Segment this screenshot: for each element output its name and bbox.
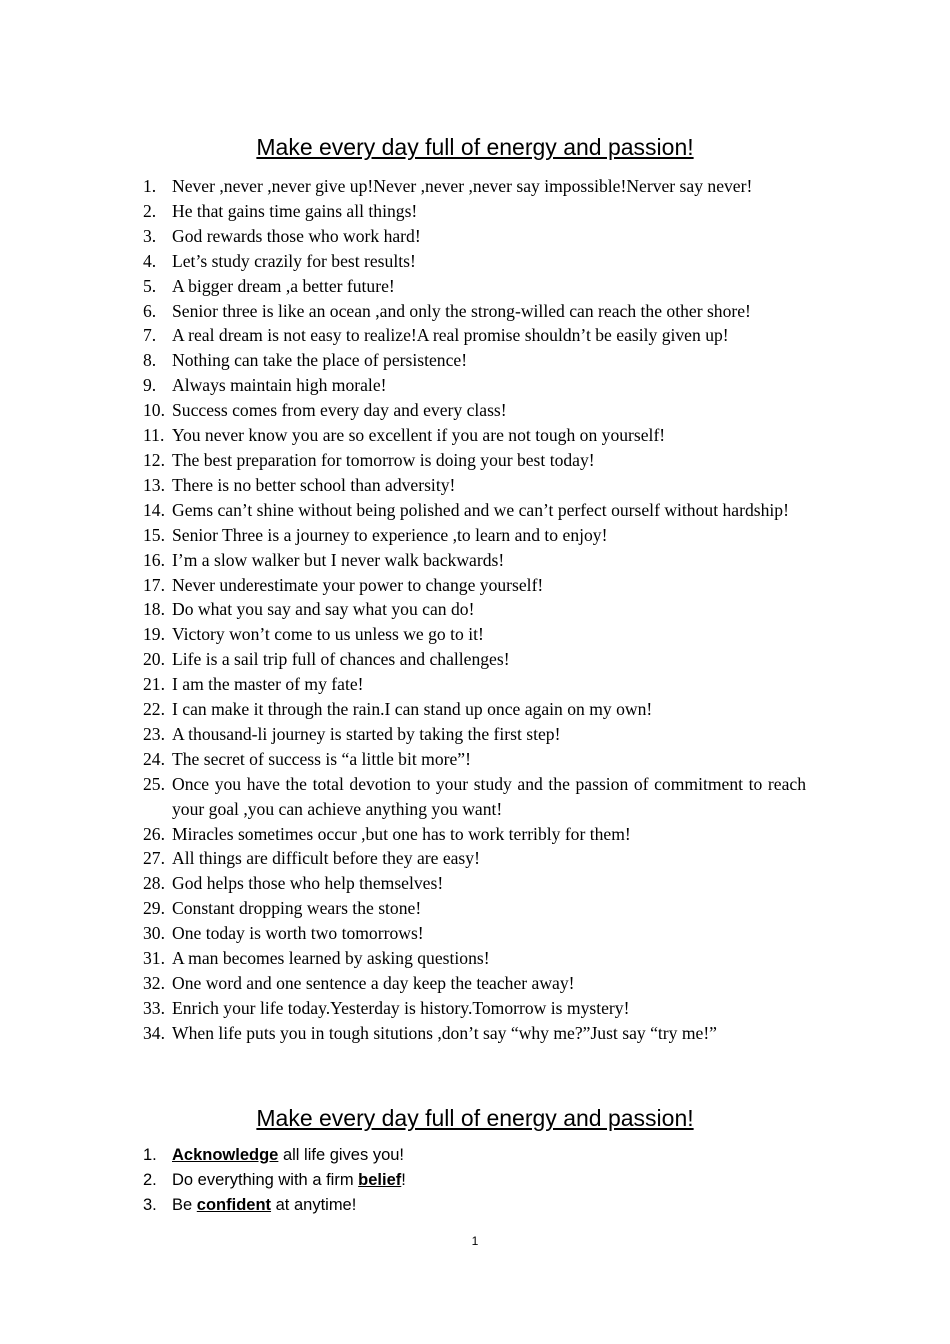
list-item-number: 28. (143, 873, 165, 894)
list-item-text: All things are difficult before they are easy! (172, 848, 480, 869)
list-item-text: One today is worth two tomorrows! (172, 923, 424, 944)
list-item-text: God helps those who help themselves! (172, 873, 444, 894)
list-item-number: 26. (143, 823, 165, 844)
list-item (143, 672, 806, 697)
list-item (143, 174, 806, 199)
list-item-number: 16. (143, 549, 165, 570)
list-item-text: One word and one sentence a day keep the teacher away! (172, 973, 575, 993)
list-item (143, 996, 806, 1021)
list-item (143, 323, 806, 348)
list-item-number: 33. (143, 997, 165, 1018)
list-item-text: I am the master of my fate! (172, 674, 364, 695)
list-item-number: 2. (143, 1171, 157, 1189)
list-item (143, 573, 806, 598)
list-item (143, 224, 806, 249)
list-item-text: Once you have the total devotion to your study and the passion of commitment to reach your goal ,you can achieve anything you want! (172, 773, 806, 819)
list-item-text: Let’s study crazily for best results! (172, 250, 416, 271)
list-item (143, 498, 806, 523)
list-item-text: There is no better school than adversity! (172, 474, 456, 495)
list-item-number: 11. (143, 425, 165, 446)
list-item-number: 6. (143, 300, 157, 321)
list-item-number: 9. (143, 375, 157, 396)
list-item-number: 32. (143, 973, 165, 993)
list-item-text: Constant dropping wears the stone! (172, 898, 422, 919)
list-item (143, 896, 806, 921)
list-item (143, 697, 806, 722)
list-item-number: 17. (143, 574, 165, 595)
list-item-text: Nothing can take the place of persistence! (172, 350, 468, 371)
list-item-number: 13. (143, 474, 165, 495)
list-item-number: 23. (143, 723, 165, 744)
list-item (143, 373, 806, 398)
list-item-text: I’m a slow walker but I never walk backwards! (172, 549, 505, 570)
list-item-number: 8. (143, 350, 157, 371)
list-item-text: The secret of success is “a little bit more”! (172, 748, 471, 769)
list-item-text: Success comes from every day and every class! (172, 400, 507, 421)
list-item-text: When life puts you in tough situtions ,don’t say “why me?”Just say “try me!” (172, 1022, 717, 1043)
list-item-text: Gems can’t shine without being polished and we can’t perfect ourself without hardship! (172, 499, 789, 520)
list-item (143, 622, 806, 647)
list-item (143, 274, 806, 299)
list-item-number: 27. (143, 848, 165, 869)
list-item-number: 24. (143, 748, 165, 769)
list-item-number: 20. (143, 649, 165, 670)
list-item-number: 1. (143, 1146, 157, 1164)
section-1-title: Make every day full of energy and passion! (256, 134, 694, 160)
list-item (143, 448, 806, 473)
list-item (143, 548, 806, 573)
motto-list (143, 174, 806, 1046)
list-item (143, 772, 806, 822)
list-item-text: You never know you are so excellent if you are not tough on yourself! (172, 425, 666, 446)
list-item-text: I can make it through the rain.I can stand up once again on my own! (172, 699, 653, 720)
list-item-text: He that gains time gains all things! (172, 200, 418, 221)
list-item-text: Life is a sail trip full of chances and challenges! (172, 649, 510, 670)
section-2-title: Make every day full of energy and passion! (256, 1105, 694, 1131)
list-item-text: Miracles sometimes occur ,but one has to work terribly for them! (172, 823, 631, 844)
list-item (143, 871, 806, 896)
list-item-number: 31. (143, 948, 165, 969)
list-item-number: 25. (143, 773, 165, 794)
list-item-number: 12. (143, 449, 165, 470)
list-item-text: Always maintain high morale! (172, 375, 387, 396)
list-item (143, 398, 806, 423)
list-item-number: 29. (143, 898, 165, 919)
list-item-text: Victory won’t come to us unless we go to it! (172, 624, 484, 645)
list-item-text: Never underestimate your power to change yourself! (172, 574, 544, 595)
list-item-text: Enrich your life today.Yesterday is history.Tomorrow is mystery! (172, 997, 630, 1018)
list-item (143, 722, 806, 747)
list-item (143, 299, 806, 324)
list-item (143, 946, 806, 971)
list-item-number: 7. (143, 325, 157, 346)
list-item-text: God rewards those who work hard! (172, 225, 421, 246)
list-item (143, 822, 806, 847)
list-item-number: 2. (143, 200, 157, 221)
list-item (143, 249, 806, 274)
list-item-text: Senior three is like an ocean ,and only the strong-willed can reach the other shore! (172, 300, 751, 321)
list-item-number: 19. (143, 624, 165, 645)
list-item (143, 1143, 806, 1168)
list-item-number: 15. (143, 524, 165, 545)
list-item-text: The best preparation for tomorrow is doing your best today! (172, 449, 595, 470)
list-item (143, 423, 806, 448)
list-item-number: 10. (143, 400, 165, 421)
list-item (143, 921, 806, 946)
list-item-text: A real dream is not easy to realize!A real promise shouldn’t be easily given up! (172, 325, 729, 346)
list-item-text: A man becomes learned by asking questions! (172, 948, 490, 969)
list-item-number: 14. (143, 499, 165, 520)
list-item (143, 1168, 806, 1193)
list-item-number: 22. (143, 699, 165, 720)
list-item-number: 3. (143, 225, 157, 246)
list-item-text-before: Be (172, 1196, 197, 1214)
list-item-text-before: Do everything with a firm (172, 1171, 359, 1189)
list-item (143, 199, 806, 224)
list-item-text-after: all life gives you! (278, 1146, 405, 1164)
list-item-number: 34. (143, 1022, 165, 1043)
list-item-text: Senior Three is a journey to experience ,to learn and to enjoy! (172, 524, 608, 545)
list-item-keyword: confident (196, 1196, 272, 1214)
list-item (143, 597, 806, 622)
list-item-number: 21. (143, 674, 165, 695)
list-item-text-after: at anytime! (271, 1196, 357, 1214)
keyword-motto-list (143, 1143, 806, 1218)
list-item-number: 4. (143, 250, 157, 271)
list-item (143, 846, 806, 871)
list-item-number: 18. (143, 599, 165, 620)
list-item-number: 5. (143, 275, 157, 296)
list-item (143, 1021, 806, 1046)
list-item (143, 971, 806, 996)
list-item-number: 1. (143, 176, 157, 196)
list-item-number: 3. (143, 1196, 157, 1214)
list-item (143, 348, 806, 373)
list-item-text: Never ,never ,never give up!Never ,never ,never say impossible!Nerver say never! (172, 176, 753, 196)
list-item (143, 647, 806, 672)
list-item-number: 30. (143, 923, 165, 944)
list-item-text-after: ! (401, 1171, 406, 1189)
list-item (143, 1193, 806, 1218)
list-item (143, 473, 806, 498)
list-item-text: A thousand-li journey is started by taking the first step! (172, 723, 561, 744)
list-item-keyword: Acknowledge (172, 1146, 279, 1164)
page-number: 1 (471, 1234, 479, 1248)
list-item-keyword: belief (358, 1171, 402, 1189)
list-item-text: Do what you say and say what you can do! (172, 599, 475, 620)
list-item (143, 747, 806, 772)
list-item-text: A bigger dream ,a better future! (172, 275, 395, 296)
list-item (143, 523, 806, 548)
